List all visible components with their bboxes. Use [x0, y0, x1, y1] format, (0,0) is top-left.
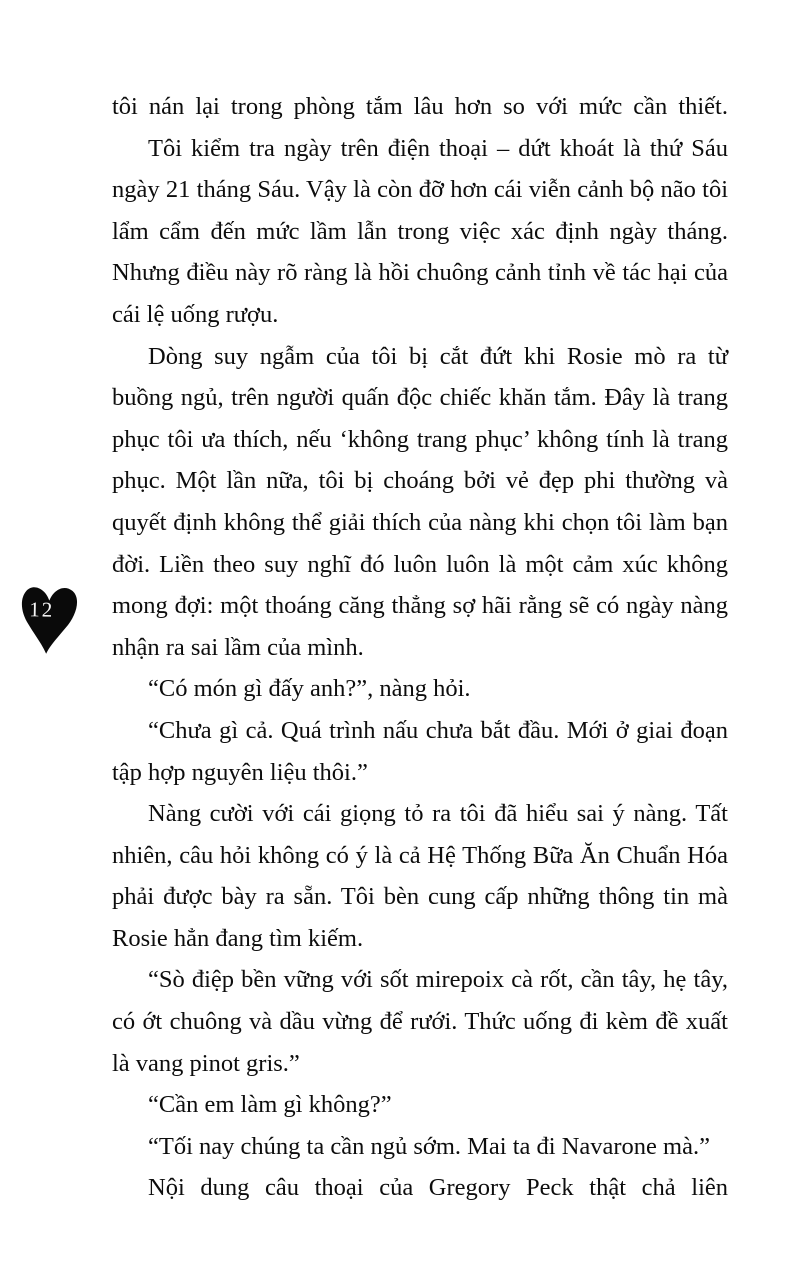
paragraph: Nội dung câu thoại của Gregory Peck thật chả liên: [148, 1174, 728, 1202]
paragraph: Tôi kiểm tra ngày trên điện thoại – dứt khoát là thứ Sáu ngày 21 tháng Sáu. Vậy là còn đỡ hơn cái viễn cảnh bộ não tôi lẩm cẩm đến mức lầm lẫn trong việc xác định ngày tháng. Nhưng điều này rõ ràng là hồi chuông cảnh tỉnh về tác hại của cái lệ uống rượu.: [112, 134, 728, 328]
paragraph: “Chưa gì cả. Quá trình nấu chưa bắt đầu. Mới ở giai đoạn tập hợp nguyên liệu thôi.”: [112, 716, 728, 786]
page-marker: [14, 581, 83, 660]
paragraph: “Tối nay chúng ta cần ngủ sớm. Mai ta đi Navarone mà.”: [148, 1132, 710, 1160]
paragraph: “Sò điệp bền vững với sốt mirepoix cà rốt, cần tây, hẹ tây, có ớt chuông và dầu vừng để rưới. Thức uống đi kèm đề xuất là vang pinot gris.”: [112, 966, 728, 1077]
paragraph: tôi nán lại trong phòng tắm lâu hơn so với mức cần thiết.: [112, 93, 728, 120]
paragraph: “Có món gì đấy anh?”, nàng hỏi.: [148, 675, 471, 703]
paragraph: Dòng suy ngẫm của tôi bị cắt đứt khi Rosie mò ra từ buồng ngủ, trên người quấn độc chiếc khăn tắm. Đây là trang phục tôi ưa thích, nếu ‘không trang phục’ không tính là trang phục. Một lần nữa, tôi bị choáng bởi vẻ đẹp phi thường và quyết định không thể giải thích của nàng khi chọn tôi làm bạn đời. Liền theo suy nghĩ đó luôn luôn là một cảm xúc không mong đợi: một thoáng căng thẳng sợ hãi rằng sẽ có ngày nàng nhận ra sai lầm của mình.: [112, 342, 728, 661]
paragraph: “Cần em làm gì không?”: [148, 1091, 392, 1119]
page-number: 12: [29, 597, 55, 622]
page-text: [112, 86, 728, 1209]
paragraph: Nàng cười với cái giọng tỏ ra tôi đã hiểu sai ý nàng. Tất nhiên, câu hỏi không có ý là cả Hệ Thống Bữa Ăn Chuẩn Hóa phải được bày ra sẵn. Tôi bèn cung cấp những thông tin mà Rosie hẳn đang tìm kiếm.: [112, 800, 728, 952]
